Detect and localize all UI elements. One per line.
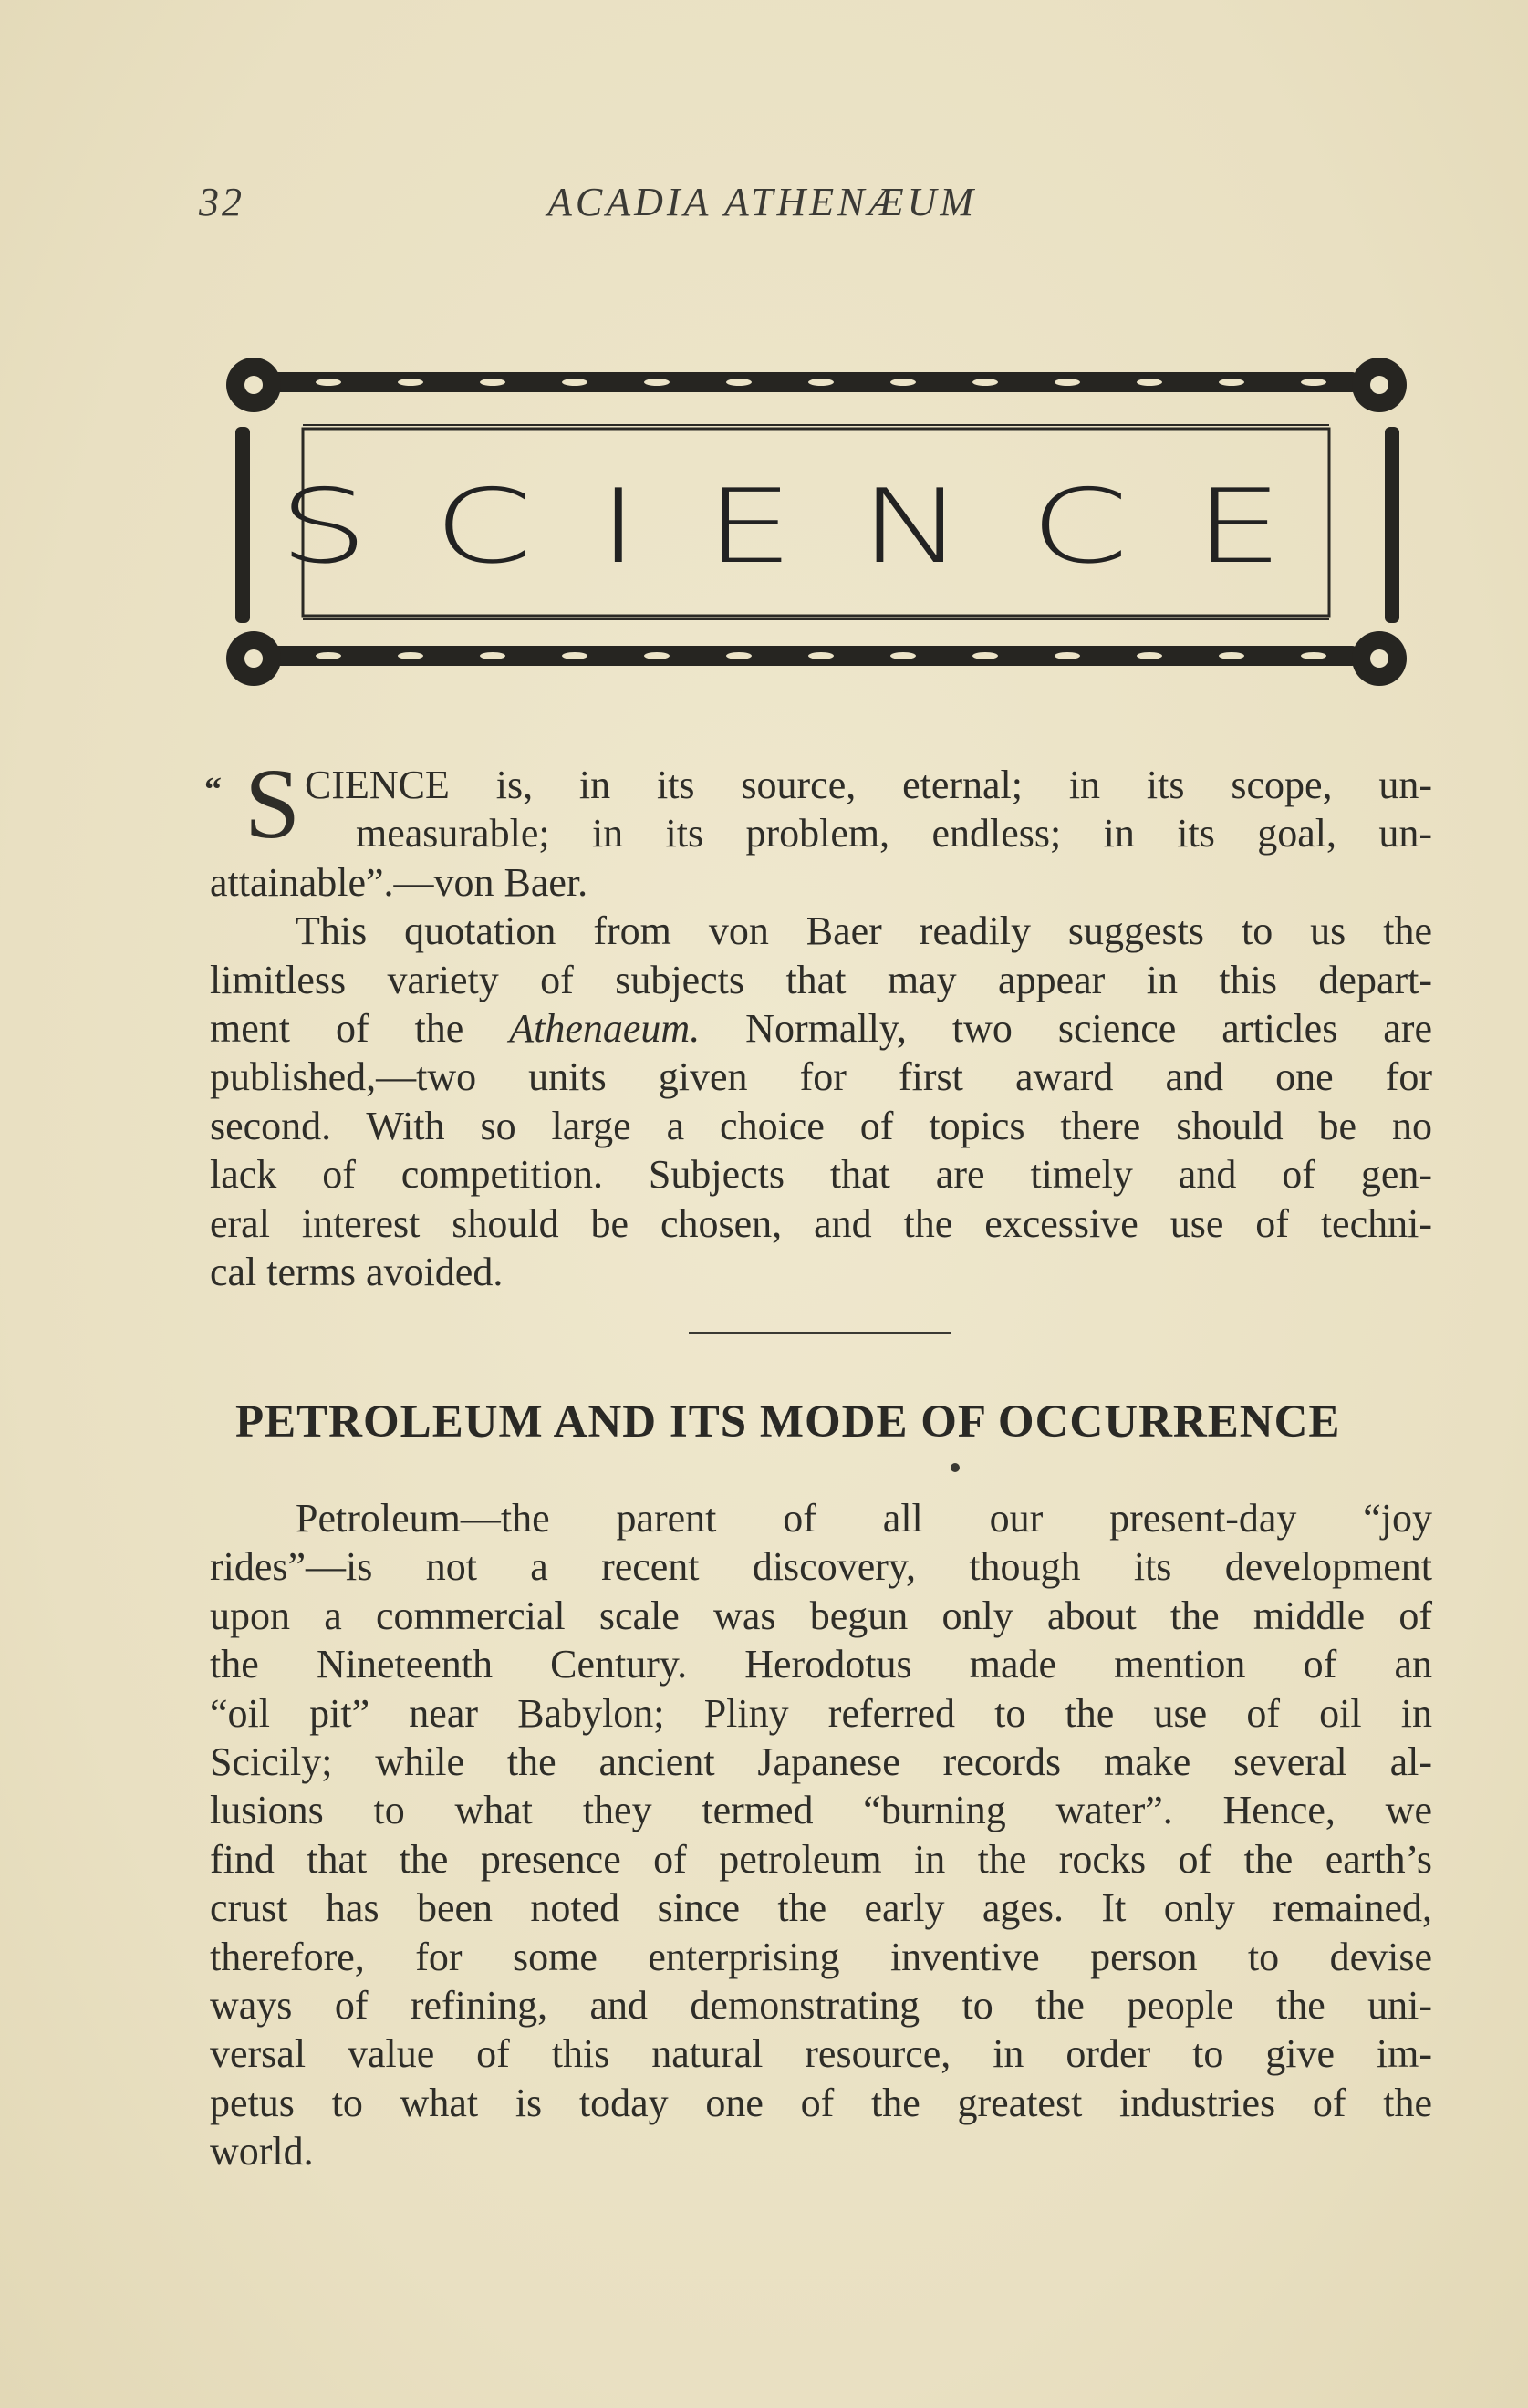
text-line: eral interest should be chosen, and the excessive use of techni- [210, 1200, 1432, 1246]
text-line: Scicily; while the ancient Japanese records make several al- [210, 1739, 1432, 1785]
text-line: second. With so large a choice of topics there should be no [210, 1103, 1432, 1148]
text-line: cal terms avoided. [210, 1250, 504, 1295]
text-line: rides”—is not a recent discovery, though its development [210, 1544, 1432, 1590]
text-line: This quotation from von Baer readily suggests to us the [296, 908, 1432, 954]
text-fragment: ment of the [210, 1006, 510, 1052]
text-line: “oil pit” near Babylon; Pliny referred to the use of oil in [210, 1690, 1432, 1736]
text-fragment: Normally, two science articles are [700, 1006, 1432, 1052]
section-divider [689, 1332, 951, 1334]
text-line: Petroleum—the parent of all our present-day “joy [296, 1496, 1432, 1541]
article-body [210, 1494, 1432, 2176]
text-line: versal value of this natural resource, in order to give im- [210, 2031, 1432, 2077]
text-line: lusions to what they termed “burning water”. Hence, we [210, 1788, 1432, 1833]
text-line: CIENCE is, in its source, eternal; in its scope, un- [305, 763, 1432, 807]
text-line: published,—two units given for first award and one for [210, 1054, 1432, 1100]
text-line: measurable; in its problem, endless; in its goal, un- [356, 811, 1432, 856]
editorial-paragraph [210, 907, 1432, 1296]
text-line: the Nineteenth Century. Herodotus made mention of an [210, 1642, 1432, 1687]
text-line: upon a commercial scale was begun only about the middle of [210, 1593, 1432, 1638]
text-line: therefore, for some enterprising inventive person to devise [210, 1934, 1432, 1979]
text-line: world. [210, 2129, 314, 2174]
text-line: limitless variety of subjects that may appear in this depart- [210, 957, 1432, 1002]
page-number: 32 [199, 180, 244, 224]
page-header [199, 179, 1111, 234]
text-line: ways of refining, and demonstrating to the people the uni- [210, 1983, 1432, 2029]
quote-paragraph [204, 748, 1432, 907]
text-line: petus to what is today one of the greatest industries of the [210, 2080, 1432, 2125]
intro-section [204, 748, 1432, 1296]
journal-name: Athenaeum. [509, 1006, 701, 1052]
bullet-ornament [951, 1463, 960, 1472]
article-title: PETROLEUM AND ITS MODE OF OCCURRENCE [235, 1396, 1341, 1448]
running-title: ACADIA ATHENÆUM [547, 180, 978, 224]
text-line: attainable”.—von Baer. [210, 859, 588, 905]
section-heading: SCIENCE [278, 468, 1349, 586]
science-banner [219, 345, 1414, 706]
text-line: crust has been noted since the early ages. It only remained, [210, 1885, 1432, 1931]
drop-cap: S [244, 748, 301, 859]
text-line: find that the presence of petroleum in the rocks of the earth’s [210, 1836, 1432, 1882]
text-line: lack of competition. Subjects that are timely and of gen- [210, 1152, 1432, 1198]
text-line-with-italic [210, 1004, 1432, 1053]
opening-quote: “ [204, 771, 222, 809]
